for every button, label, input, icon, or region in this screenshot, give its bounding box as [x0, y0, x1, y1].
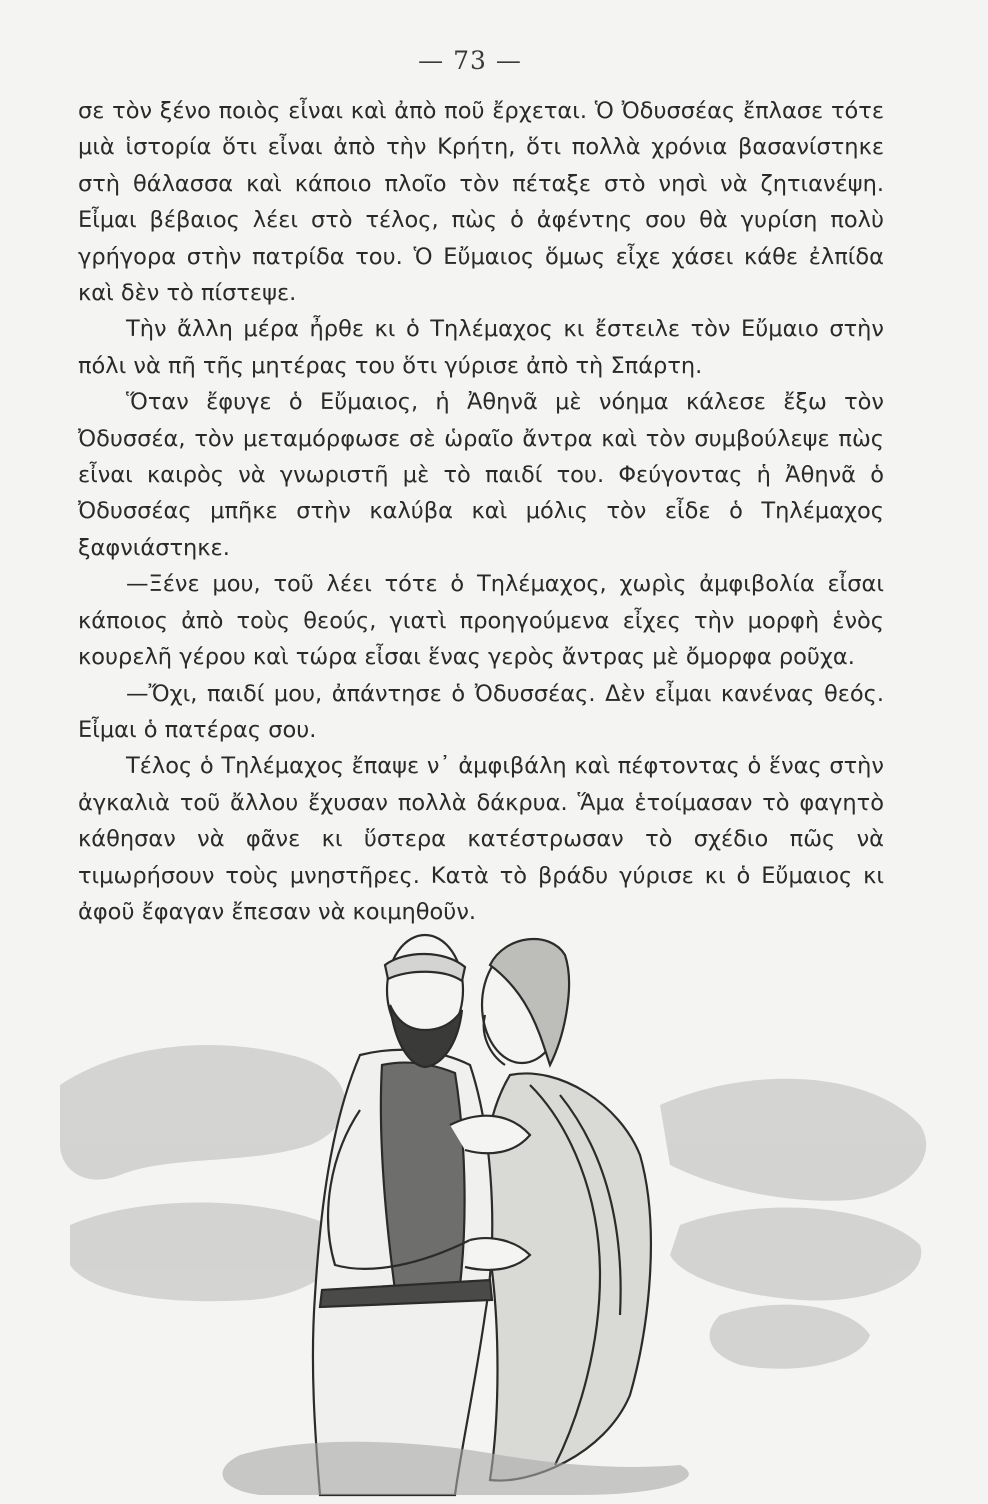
right-figure: [482, 939, 651, 1481]
ground-shading: [223, 1442, 689, 1495]
paragraph: Τὴν ἄλλη μέρα ἦρθε κι ὁ Τηλέμαχος κι ἔστειλε τὸν Εὔμαιο στὴν πόλι νὰ πῆ τῆς μητέρας του ὅτι γύρισε ἀπὸ τὴ Σπάρτη.: [78, 316, 884, 379]
paragraph: σε τὸν ξένο ποιὸς εἶναι καὶ ἀπὸ ποῦ ἔρχεται. Ὁ Ὀδυσσέας ἔπλασε τότε μιὰ ἱστορία ὅτι εἶναι ἀπὸ τὴν Κρήτη, ὅτι πολλὰ χρόνια βασανίστηκε στὴ θάλασσα καὶ κάποιο πλοῖο τὸν πέταξε στὸ νησὶ νὰ ζητιανέψη. Εἶμαι βέβαιος λέει στὸ τέλος, πὼς ὁ ἀφέντης σου θὰ γυρίση πολὺ γρήγορα στὴν πατρίδα του. Ὁ Εὔμαιος ὅμως εἶχε χάσει κάθε ἐλπίδα καὶ δὲν τὸ πίστεψε.: [78, 98, 884, 307]
illustration-odysseus-telemachus: [60, 895, 940, 1500]
body-text: [78, 93, 884, 930]
paragraph: —Ὄχι, παιδί μου, ἀπάντησε ὁ Ὀδυσσέας. Δὲν εἶμαι κανένας θεός. Εἶμαι ὁ πατέρας σου.: [78, 680, 884, 743]
paragraph: Τέλος ὁ Τηλέμαχος ἔπαψε ν᾽ ἀμφιβάλη καὶ πέφτοντας ὁ ἕνας στὴν ἀγκαλιὰ τοῦ ἄλλου ἔχυσαν πολλὰ δάκρυα. Ἅμα ἑτοίμασαν τὸ φαγητὸ κάθησαν νὰ φᾶνε κι ὕστερα κατέστρωσαν τὸ σχέδιο πῶς νὰ τιμωρήσουν τοὺς μνηστῆρες. Κατὰ τὸ βράδυ γύρισε κι ὁ Εὔμαιος κι ἀφοῦ ἔφαγαν ἔπεσαν νὰ κοιμηθοῦν.: [78, 753, 884, 925]
page-number: — 73 —: [418, 46, 522, 75]
paragraph: —Ξένε μου, τοῦ λέει τότε ὁ Τηλέμαχος, χωρὶς ἀμφιβολία εἶσαι κάποιος ἀπὸ τοὺς θεούς, γιατὶ προηγούμενα εἶχες τὴν μορφὴ ἑνὸς κουρελῆ γέρου καὶ τώρα εἶσαι ἕνας γερὸς ἄντρας μὲ ὄμορφα ροῦχα.: [78, 571, 884, 671]
paragraph: Ὅταν ἔφυγε ὁ Εὔμαιος, ἡ Ἀθηνᾶ μὲ νόημα κάλεσε ἔξω τὸν Ὀδυσσέα, τὸν μεταμόρφωσε σὲ ὡραῖο ἄντρα καὶ τὸν συμβούλεψε πὼς εἶναι καιρὸς νὰ γνωριστῆ μὲ τὸ παιδί του. Φεύγοντας ἡ Ἀθηνᾶ ὁ Ὀδυσσέας μπῆκε στὴν καλύβα καὶ μόλις τὸν εἶδε ὁ Τηλέμαχος ξαφνιάστηκε.: [78, 389, 884, 561]
